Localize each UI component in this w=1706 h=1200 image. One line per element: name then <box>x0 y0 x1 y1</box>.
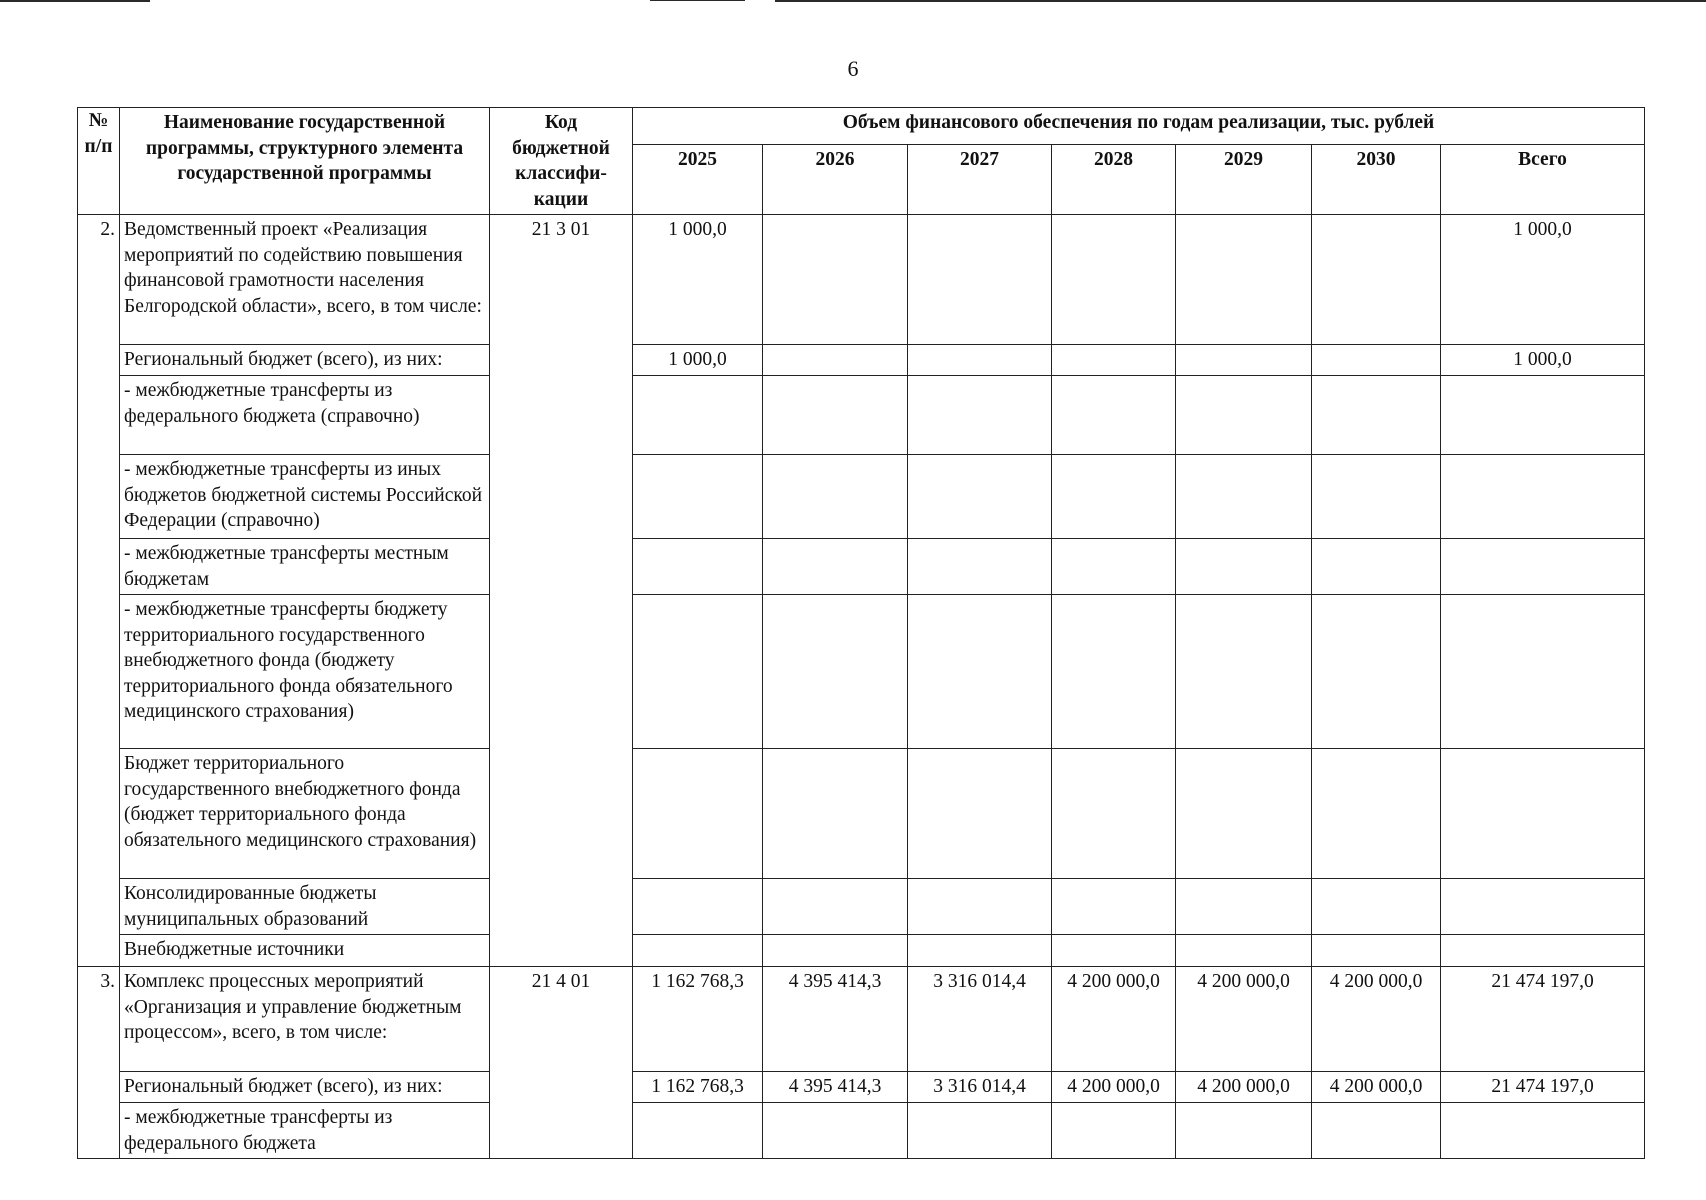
table-row <box>78 935 1645 967</box>
value-2026 <box>763 749 908 879</box>
value-2029 <box>1176 595 1312 749</box>
value-2030 <box>1312 215 1441 345</box>
value-2029 <box>1176 539 1312 595</box>
value-2030 <box>1312 539 1441 595</box>
row-name: Бюджет территориального государственного внебюджетного фонда (бюджет территориального фонда обязательного медицинского страхования) <box>120 749 490 879</box>
value-2030: 4 200 000,0 <box>1312 967 1441 1072</box>
value-2027 <box>908 595 1052 749</box>
value-2025 <box>633 376 763 455</box>
value-2028 <box>1052 935 1176 967</box>
value-2027 <box>908 935 1052 967</box>
row-name: Ведомственный проект «Реализация мероприятий по содействию повышения финансовой грамотности населения Белгородской области», всего, в том числе: <box>120 215 490 345</box>
value-2028 <box>1052 595 1176 749</box>
header-year: 2029 <box>1176 145 1312 215</box>
value-2030 <box>1312 749 1441 879</box>
table-row <box>78 455 1645 539</box>
value-total <box>1441 539 1645 595</box>
value-2025 <box>633 879 763 935</box>
table-row <box>78 879 1645 935</box>
header-year: 2026 <box>763 145 908 215</box>
value-2027 <box>908 376 1052 455</box>
value-2028 <box>1052 345 1176 376</box>
value-total <box>1441 879 1645 935</box>
value-2030 <box>1312 1103 1441 1159</box>
value-2029 <box>1176 455 1312 539</box>
header-num: № п/п <box>78 108 120 215</box>
value-2030 <box>1312 935 1441 967</box>
value-2030 <box>1312 595 1441 749</box>
value-2029 <box>1176 345 1312 376</box>
row-name: - межбюджетные трансферты бюджету территориального государственного внебюджетного фонда (бюджету территориального фонда обязательного медицинского страхования) <box>120 595 490 749</box>
value-2027 <box>908 539 1052 595</box>
value-2028 <box>1052 749 1176 879</box>
row-name: - межбюджетные трансферты из федерального бюджета (справочно) <box>120 376 490 455</box>
value-2030 <box>1312 345 1441 376</box>
value-2027 <box>908 879 1052 935</box>
table-row <box>78 215 1645 345</box>
row-number: 2. <box>78 215 120 967</box>
value-2028 <box>1052 879 1176 935</box>
row-name: Внебюджетные источники <box>120 935 490 967</box>
value-total: 21 474 197,0 <box>1441 1072 1645 1103</box>
table-row <box>78 967 1645 1072</box>
table-row <box>78 749 1645 879</box>
value-2029 <box>1176 879 1312 935</box>
value-2028 <box>1052 215 1176 345</box>
value-2029 <box>1176 749 1312 879</box>
value-2026 <box>763 376 908 455</box>
value-2025: 1 162 768,3 <box>633 1072 763 1103</box>
value-2025 <box>633 1103 763 1159</box>
header-total: Всего <box>1441 145 1645 215</box>
value-2028: 4 200 000,0 <box>1052 1072 1176 1103</box>
row-name: Региональный бюджет (всего), из них: <box>120 345 490 376</box>
value-total: 1 000,0 <box>1441 215 1645 345</box>
value-2025: 1 162 768,3 <box>633 967 763 1072</box>
value-2026: 4 395 414,3 <box>763 967 908 1072</box>
value-2027 <box>908 1103 1052 1159</box>
value-2025 <box>633 935 763 967</box>
value-total <box>1441 595 1645 749</box>
value-2029 <box>1176 1103 1312 1159</box>
value-2025 <box>633 539 763 595</box>
value-2029 <box>1176 376 1312 455</box>
value-2026 <box>763 879 908 935</box>
table-row <box>78 1072 1645 1103</box>
value-total: 21 474 197,0 <box>1441 967 1645 1072</box>
table-row <box>78 376 1645 455</box>
value-2028 <box>1052 1103 1176 1159</box>
value-2028: 4 200 000,0 <box>1052 967 1176 1072</box>
value-2030 <box>1312 455 1441 539</box>
row-name: Комплекс процессных мероприятий «Организация и управление бюджетным процессом», всего, в том числе: <box>120 967 490 1072</box>
value-2029 <box>1176 935 1312 967</box>
value-2026 <box>763 215 908 345</box>
row-name: - межбюджетные трансферты из федерального бюджета <box>120 1103 490 1159</box>
financing-table <box>77 107 1645 1159</box>
value-total <box>1441 935 1645 967</box>
value-total <box>1441 1103 1645 1159</box>
value-2027 <box>908 345 1052 376</box>
value-2026: 4 395 414,3 <box>763 1072 908 1103</box>
value-2026 <box>763 935 908 967</box>
value-2029: 4 200 000,0 <box>1176 967 1312 1072</box>
value-total: 1 000,0 <box>1441 345 1645 376</box>
value-2029: 4 200 000,0 <box>1176 1072 1312 1103</box>
value-2025: 1 000,0 <box>633 215 763 345</box>
table-body <box>78 215 1645 1159</box>
value-2025: 1 000,0 <box>633 345 763 376</box>
value-2027: 3 316 014,4 <box>908 967 1052 1072</box>
value-2026 <box>763 595 908 749</box>
table-row <box>78 539 1645 595</box>
value-2026 <box>763 1103 908 1159</box>
value-total <box>1441 455 1645 539</box>
value-2026 <box>763 345 908 376</box>
value-2028 <box>1052 455 1176 539</box>
value-2027: 3 316 014,4 <box>908 1072 1052 1103</box>
row-name: Региональный бюджет (всего), из них: <box>120 1072 490 1103</box>
value-total <box>1441 376 1645 455</box>
value-2026 <box>763 455 908 539</box>
header-year: 2030 <box>1312 145 1441 215</box>
value-2030: 4 200 000,0 <box>1312 1072 1441 1103</box>
row-number: 3. <box>78 967 120 1159</box>
value-2029 <box>1176 215 1312 345</box>
value-2025 <box>633 749 763 879</box>
value-2030 <box>1312 879 1441 935</box>
header-code: Код бюджетной классифи-кации <box>490 108 633 215</box>
table-row <box>78 595 1645 749</box>
value-2027 <box>908 749 1052 879</box>
value-2027 <box>908 455 1052 539</box>
row-name: - межбюджетные трансферты местным бюджетам <box>120 539 490 595</box>
header-year: 2025 <box>633 145 763 215</box>
value-2028 <box>1052 539 1176 595</box>
header-name: Наименование государственной программы, структурного элемента государственной программы <box>120 108 490 215</box>
header-year: 2028 <box>1052 145 1176 215</box>
budget-code: 21 4 01 <box>490 967 633 1159</box>
value-2026 <box>763 539 908 595</box>
page-number: 6 <box>847 56 859 81</box>
value-2028 <box>1052 376 1176 455</box>
value-2027 <box>908 215 1052 345</box>
scan-edge-line <box>775 0 1706 2</box>
scan-edge-line <box>0 0 150 2</box>
table-row <box>78 1103 1645 1159</box>
value-2025 <box>633 455 763 539</box>
row-name: Консолидированные бюджеты муниципальных образований <box>120 879 490 935</box>
value-2025 <box>633 595 763 749</box>
value-2030 <box>1312 376 1441 455</box>
budget-code: 21 3 01 <box>490 215 633 967</box>
table-row <box>78 345 1645 376</box>
header-year: 2027 <box>908 145 1052 215</box>
scan-edge-line <box>650 0 745 1</box>
header-volume: Объем финансового обеспечения по годам реализации, тыс. рублей <box>633 108 1645 145</box>
row-name: - межбюджетные трансферты из иных бюджетов бюджетной системы Российской Федерации (справочно) <box>120 455 490 539</box>
value-total <box>1441 749 1645 879</box>
